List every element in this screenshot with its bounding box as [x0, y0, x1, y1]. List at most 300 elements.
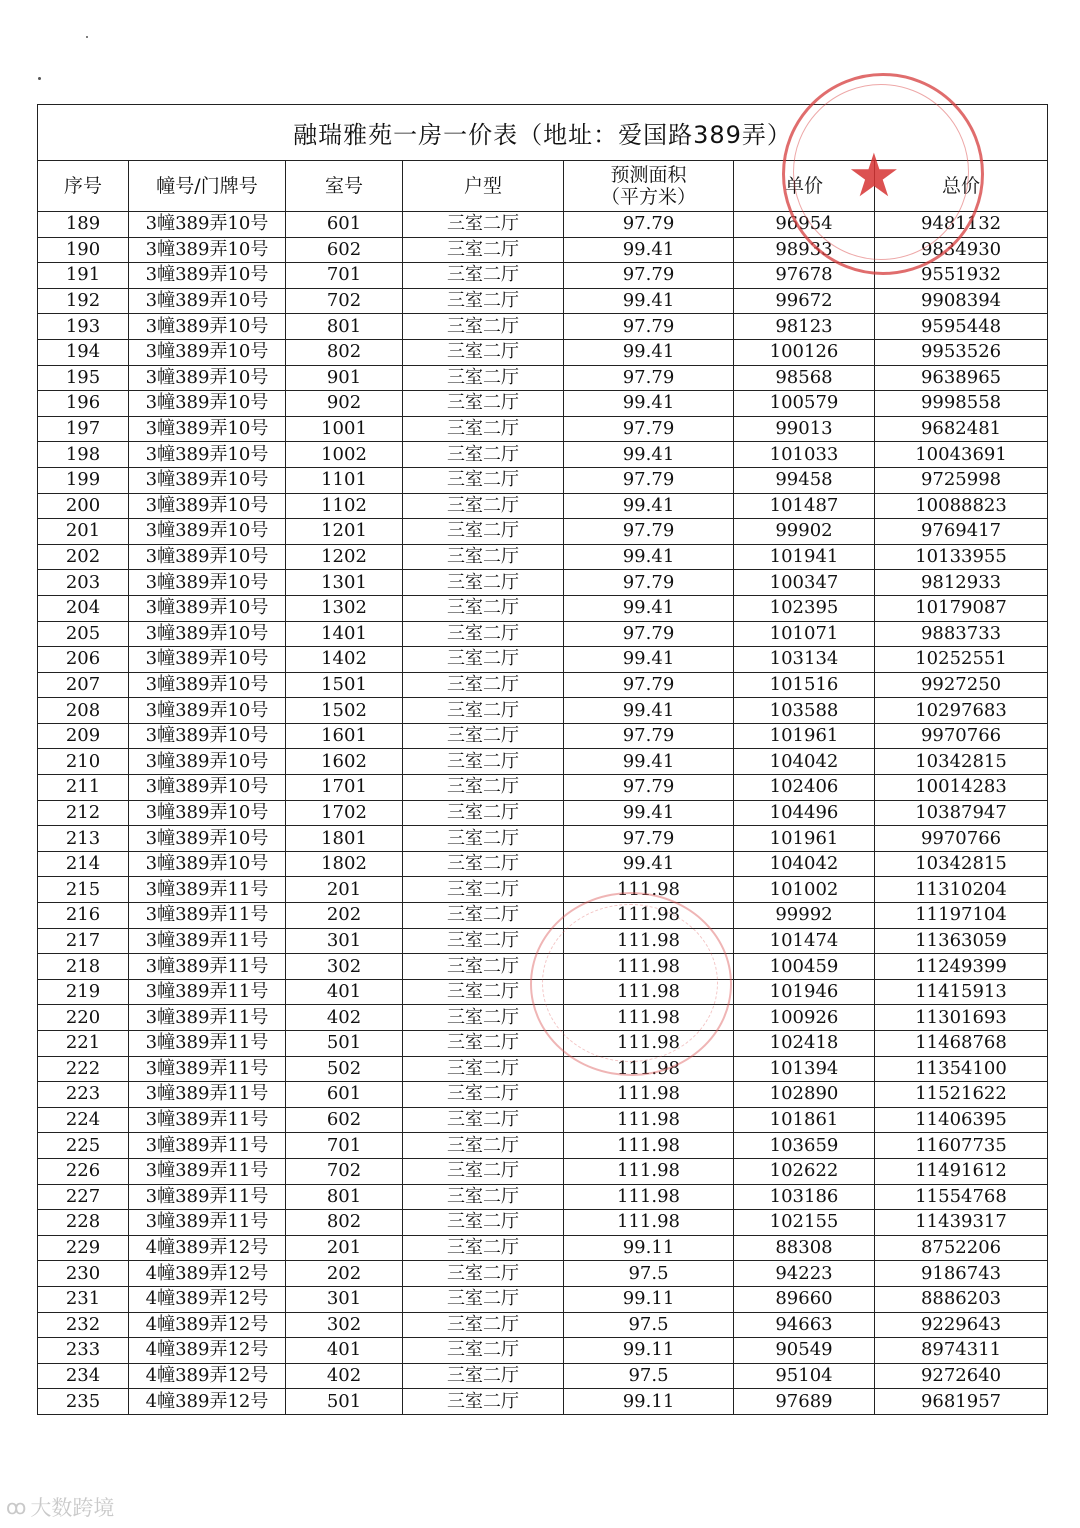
table-row: [38, 1363, 1048, 1389]
cell-seq: 211: [38, 775, 129, 801]
cell-room: 801: [286, 314, 403, 340]
cell-total-price: 9908394: [875, 288, 1048, 314]
cell-unit-price: 94223: [734, 1261, 875, 1287]
cell-room: 202: [286, 1261, 403, 1287]
table-row: [38, 1312, 1048, 1338]
table-row: [38, 288, 1048, 314]
cell-unit-price: 101941: [734, 544, 875, 570]
cell-total-price: 9834930: [875, 237, 1048, 263]
cell-unit-price: 99672: [734, 288, 875, 314]
cell-room: 1101: [286, 467, 403, 493]
cell-type: 三室二厅: [403, 1261, 564, 1287]
cell-total-price: 11521622: [875, 1082, 1048, 1108]
cell-building: 3幢389弄10号: [129, 416, 286, 442]
cell-room: 601: [286, 1082, 403, 1108]
cell-total-price: 11406395: [875, 1107, 1048, 1133]
cell-area: 97.5: [564, 1261, 734, 1287]
cell-building: 3幢389弄10号: [129, 237, 286, 263]
cell-building: 3幢389弄11号: [129, 928, 286, 954]
cell-building: 3幢389弄10号: [129, 544, 286, 570]
cell-building: 3幢389弄11号: [129, 1158, 286, 1184]
cell-seq: 210: [38, 749, 129, 775]
cell-building: 3幢389弄10号: [129, 391, 286, 417]
cell-unit-price: 101033: [734, 442, 875, 468]
cell-area: 111.98: [564, 1210, 734, 1236]
table-row: [38, 1261, 1048, 1287]
cell-unit-price: 98123: [734, 314, 875, 340]
cell-room: 1702: [286, 800, 403, 826]
cell-total-price: 10043691: [875, 442, 1048, 468]
cell-total-price: 11363059: [875, 928, 1048, 954]
cell-type: 三室二厅: [403, 1107, 564, 1133]
cell-room: 501: [286, 1389, 403, 1415]
cell-type: 三室二厅: [403, 1005, 564, 1031]
cell-unit-price: 89660: [734, 1286, 875, 1312]
cell-type: 三室二厅: [403, 1235, 564, 1261]
cell-type: 三室二厅: [403, 288, 564, 314]
cell-area: 99.41: [564, 698, 734, 724]
cell-unit-price: 100347: [734, 570, 875, 596]
cell-seq: 201: [38, 519, 129, 545]
cell-unit-price: 101474: [734, 928, 875, 954]
col-header-room: 室号: [286, 161, 403, 212]
cell-unit-price: 90549: [734, 1338, 875, 1364]
star-icon: ★: [847, 141, 901, 211]
table-row: [38, 365, 1048, 391]
cell-total-price: 9595448: [875, 314, 1048, 340]
cell-total-price: 11310204: [875, 877, 1048, 903]
cell-unit-price: 98933: [734, 237, 875, 263]
cell-total-price: 9953526: [875, 339, 1048, 365]
cell-unit-price: 99458: [734, 467, 875, 493]
cell-seq: 197: [38, 416, 129, 442]
cell-unit-price: 103134: [734, 647, 875, 673]
cell-area: 111.98: [564, 979, 734, 1005]
table-row: [38, 442, 1048, 468]
table-row: [38, 1389, 1048, 1415]
cell-total-price: 9970766: [875, 826, 1048, 852]
cell-room: 1302: [286, 595, 403, 621]
cell-type: 三室二厅: [403, 1031, 564, 1057]
cell-building: 4幢389弄12号: [129, 1312, 286, 1338]
header-row: [38, 161, 1048, 212]
cell-total-price: 11301693: [875, 1005, 1048, 1031]
cell-room: 1801: [286, 826, 403, 852]
cell-area: 97.79: [564, 314, 734, 340]
cell-seq: 233: [38, 1338, 129, 1364]
table-row: [38, 979, 1048, 1005]
cell-total-price: 9970766: [875, 723, 1048, 749]
cell-unit-price: 103186: [734, 1184, 875, 1210]
cell-room: 1602: [286, 749, 403, 775]
cell-building: 3幢389弄11号: [129, 954, 286, 980]
cell-type: 三室二厅: [403, 339, 564, 365]
cell-building: 3幢389弄10号: [129, 621, 286, 647]
cell-type: 三室二厅: [403, 621, 564, 647]
cell-building: 3幢389弄10号: [129, 263, 286, 289]
cell-unit-price: 99902: [734, 519, 875, 545]
table-row: [38, 826, 1048, 852]
cell-seq: 226: [38, 1158, 129, 1184]
cell-room: 1002: [286, 442, 403, 468]
table-row: [38, 1338, 1048, 1364]
cell-area: 99.41: [564, 288, 734, 314]
cell-total-price: 10014283: [875, 775, 1048, 801]
cell-room: 702: [286, 288, 403, 314]
price-table: [37, 104, 1048, 1415]
cell-building: 3幢389弄10号: [129, 775, 286, 801]
cell-type: 三室二厅: [403, 519, 564, 545]
cell-unit-price: 104042: [734, 851, 875, 877]
cell-type: 三室二厅: [403, 877, 564, 903]
cell-room: 1401: [286, 621, 403, 647]
cell-total-price: 9927250: [875, 672, 1048, 698]
cell-building: 3幢389弄10号: [129, 467, 286, 493]
cell-unit-price: 98568: [734, 365, 875, 391]
cell-total-price: 11607735: [875, 1133, 1048, 1159]
cell-seq: 204: [38, 595, 129, 621]
cell-building: 4幢389弄12号: [129, 1338, 286, 1364]
cell-area: 99.11: [564, 1389, 734, 1415]
table-row: [38, 928, 1048, 954]
cell-building: 3幢389弄10号: [129, 288, 286, 314]
cell-total-price: 10387947: [875, 800, 1048, 826]
cell-total-price: 9998558: [875, 391, 1048, 417]
cell-room: 602: [286, 237, 403, 263]
cell-room: 1402: [286, 647, 403, 673]
cell-type: 三室二厅: [403, 544, 564, 570]
cell-type: 三室二厅: [403, 903, 564, 929]
cell-unit-price: 99013: [734, 416, 875, 442]
cell-total-price: 9682481: [875, 416, 1048, 442]
cell-unit-price: 101394: [734, 1056, 875, 1082]
cell-area: 99.11: [564, 1235, 734, 1261]
cell-room: 402: [286, 1363, 403, 1389]
cell-seq: 194: [38, 339, 129, 365]
cell-room: 1102: [286, 493, 403, 519]
cell-type: 三室二厅: [403, 826, 564, 852]
cell-type: 三室二厅: [403, 1210, 564, 1236]
cell-type: 三室二厅: [403, 954, 564, 980]
cell-type: 三室二厅: [403, 1133, 564, 1159]
cell-type: 三室二厅: [403, 570, 564, 596]
cell-room: 602: [286, 1107, 403, 1133]
table-row: [38, 544, 1048, 570]
cell-seq: 209: [38, 723, 129, 749]
cell-unit-price: 101487: [734, 493, 875, 519]
cell-room: 202: [286, 903, 403, 929]
cell-building: 3幢389弄10号: [129, 519, 286, 545]
table-row: [38, 237, 1048, 263]
cell-total-price: 11415913: [875, 979, 1048, 1005]
cell-total-price: 9681957: [875, 1389, 1048, 1415]
col-header-area: 预测面积 （平方米）: [564, 161, 734, 212]
cell-building: 4幢389弄12号: [129, 1363, 286, 1389]
cell-building: 4幢389弄12号: [129, 1389, 286, 1415]
cell-room: 201: [286, 1235, 403, 1261]
cell-area: 97.79: [564, 263, 734, 289]
cell-type: 三室二厅: [403, 595, 564, 621]
cell-type: 三室二厅: [403, 775, 564, 801]
cell-seq: 225: [38, 1133, 129, 1159]
cell-room: 302: [286, 1312, 403, 1338]
cell-total-price: 9812933: [875, 570, 1048, 596]
cell-total-price: 9769417: [875, 519, 1048, 545]
cell-total-price: 9272640: [875, 1363, 1048, 1389]
cell-building: 3幢389弄10号: [129, 595, 286, 621]
cell-seq: 191: [38, 263, 129, 289]
cell-building: 3幢389弄10号: [129, 212, 286, 238]
cell-room: 1201: [286, 519, 403, 545]
table-row: [38, 851, 1048, 877]
cell-total-price: 11491612: [875, 1158, 1048, 1184]
cell-seq: 212: [38, 800, 129, 826]
cell-seq: 216: [38, 903, 129, 929]
cell-area: 99.41: [564, 647, 734, 673]
cell-room: 502: [286, 1056, 403, 1082]
cell-building: 3幢389弄11号: [129, 1031, 286, 1057]
cell-room: 1001: [286, 416, 403, 442]
cell-area: 111.98: [564, 903, 734, 929]
cell-unit-price: 97689: [734, 1389, 875, 1415]
table-row: [38, 723, 1048, 749]
cell-area: 99.11: [564, 1286, 734, 1312]
table-row: [38, 314, 1048, 340]
cell-total-price: 11468768: [875, 1031, 1048, 1057]
cell-seq: 218: [38, 954, 129, 980]
cell-total-price: 10342815: [875, 851, 1048, 877]
cell-building: 3幢389弄11号: [129, 1082, 286, 1108]
cell-seq: 215: [38, 877, 129, 903]
table-row: [38, 1005, 1048, 1031]
cell-area: 111.98: [564, 1184, 734, 1210]
cell-unit-price: 102418: [734, 1031, 875, 1057]
cell-seq: 214: [38, 851, 129, 877]
cell-building: 3幢389弄10号: [129, 851, 286, 877]
cell-area: 97.79: [564, 212, 734, 238]
table-row: [38, 1210, 1048, 1236]
cell-room: 1301: [286, 570, 403, 596]
scan-speck: [86, 36, 88, 38]
cell-seq: 189: [38, 212, 129, 238]
cell-unit-price: 102890: [734, 1082, 875, 1108]
table-row: [38, 1286, 1048, 1312]
table-row: [38, 570, 1048, 596]
cell-type: 三室二厅: [403, 723, 564, 749]
cell-type: 三室二厅: [403, 212, 564, 238]
cell-building: 3幢389弄10号: [129, 442, 286, 468]
cell-room: 301: [286, 928, 403, 954]
cell-seq: 222: [38, 1056, 129, 1082]
cell-area: 99.41: [564, 851, 734, 877]
col-header-type: 户型: [403, 161, 564, 212]
cell-total-price: 8752206: [875, 1235, 1048, 1261]
cell-unit-price: 94663: [734, 1312, 875, 1338]
cell-unit-price: 99992: [734, 903, 875, 929]
cell-type: 三室二厅: [403, 237, 564, 263]
cell-area: 97.79: [564, 365, 734, 391]
cell-type: 三室二厅: [403, 1082, 564, 1108]
cell-type: 三室二厅: [403, 467, 564, 493]
cell-building: 3幢389弄11号: [129, 877, 286, 903]
cell-seq: 203: [38, 570, 129, 596]
cell-room: 302: [286, 954, 403, 980]
cell-total-price: 11197104: [875, 903, 1048, 929]
cell-type: 三室二厅: [403, 1158, 564, 1184]
cell-type: 三室二厅: [403, 1056, 564, 1082]
table-row: [38, 519, 1048, 545]
cell-area: 99.41: [564, 339, 734, 365]
cell-area: 99.41: [564, 544, 734, 570]
cell-building: 3幢389弄10号: [129, 749, 286, 775]
cell-room: 401: [286, 1338, 403, 1364]
cell-seq: 227: [38, 1184, 129, 1210]
cell-seq: 234: [38, 1363, 129, 1389]
cell-seq: 190: [38, 237, 129, 263]
col-header-total-price: 总价: [875, 161, 1048, 212]
cell-unit-price: 102155: [734, 1210, 875, 1236]
table-row: [38, 621, 1048, 647]
cell-total-price: 9229643: [875, 1312, 1048, 1338]
table-row: [38, 698, 1048, 724]
cell-seq: 193: [38, 314, 129, 340]
table-row: [38, 1107, 1048, 1133]
cell-type: 三室二厅: [403, 1338, 564, 1364]
cell-room: 701: [286, 263, 403, 289]
cell-unit-price: 101071: [734, 621, 875, 647]
cell-total-price: 9638965: [875, 365, 1048, 391]
cell-room: 802: [286, 339, 403, 365]
cell-room: 801: [286, 1184, 403, 1210]
cell-type: 三室二厅: [403, 851, 564, 877]
scan-speck: [38, 77, 41, 80]
cell-seq: 217: [38, 928, 129, 954]
cell-room: 1701: [286, 775, 403, 801]
cell-room: 902: [286, 391, 403, 417]
cell-area: 97.79: [564, 775, 734, 801]
cell-area: 111.98: [564, 954, 734, 980]
cell-unit-price: 101961: [734, 826, 875, 852]
watermark: [6, 1492, 114, 1522]
cell-building: 3幢389弄10号: [129, 698, 286, 724]
cell-unit-price: 104496: [734, 800, 875, 826]
cell-building: 3幢389弄11号: [129, 1056, 286, 1082]
cell-room: 1502: [286, 698, 403, 724]
cell-seq: 198: [38, 442, 129, 468]
cell-unit-price: 100459: [734, 954, 875, 980]
table-row: [38, 467, 1048, 493]
cell-total-price: 10088823: [875, 493, 1048, 519]
cell-area: 99.41: [564, 237, 734, 263]
cell-seq: 207: [38, 672, 129, 698]
cell-seq: 206: [38, 647, 129, 673]
cell-unit-price: 96954: [734, 212, 875, 238]
table-row: [38, 1031, 1048, 1057]
cell-building: 3幢389弄11号: [129, 903, 286, 929]
cell-building: 3幢389弄10号: [129, 314, 286, 340]
cell-building: 3幢389弄11号: [129, 1184, 286, 1210]
table-title: 融瑞雅苑一房一价表（地址：爱国路389弄）: [38, 105, 1048, 161]
cell-type: 三室二厅: [403, 314, 564, 340]
cell-area: 99.41: [564, 493, 734, 519]
cell-seq: 224: [38, 1107, 129, 1133]
cell-seq: 223: [38, 1082, 129, 1108]
cell-type: 三室二厅: [403, 1286, 564, 1312]
cell-seq: 231: [38, 1286, 129, 1312]
cell-room: 201: [286, 877, 403, 903]
cell-seq: 229: [38, 1235, 129, 1261]
cell-area: 111.98: [564, 1107, 734, 1133]
table-row: [38, 339, 1048, 365]
cell-seq: 228: [38, 1210, 129, 1236]
cell-unit-price: 100579: [734, 391, 875, 417]
cell-total-price: 10297683: [875, 698, 1048, 724]
cell-unit-price: 101961: [734, 723, 875, 749]
cell-type: 三室二厅: [403, 442, 564, 468]
cell-area: 111.98: [564, 1005, 734, 1031]
cell-unit-price: 102395: [734, 595, 875, 621]
table-row: [38, 1235, 1048, 1261]
watermark-logo-icon: ꝏ: [6, 1495, 27, 1519]
table-row: [38, 775, 1048, 801]
cell-seq: 220: [38, 1005, 129, 1031]
cell-area: 111.98: [564, 1082, 734, 1108]
cell-type: 三室二厅: [403, 647, 564, 673]
cell-unit-price: 101946: [734, 979, 875, 1005]
cell-total-price: 10133955: [875, 544, 1048, 570]
table-row: [38, 1184, 1048, 1210]
cell-type: 三室二厅: [403, 1312, 564, 1338]
cell-area: 97.79: [564, 672, 734, 698]
cell-type: 三室二厅: [403, 391, 564, 417]
cell-room: 301: [286, 1286, 403, 1312]
cell-seq: 213: [38, 826, 129, 852]
cell-room: 501: [286, 1031, 403, 1057]
cell-type: 三室二厅: [403, 493, 564, 519]
cell-type: 三室二厅: [403, 749, 564, 775]
cell-building: 4幢389弄12号: [129, 1261, 286, 1287]
cell-area: 97.79: [564, 826, 734, 852]
cell-total-price: 11439317: [875, 1210, 1048, 1236]
cell-unit-price: 100926: [734, 1005, 875, 1031]
cell-seq: 200: [38, 493, 129, 519]
cell-area: 111.98: [564, 877, 734, 903]
cell-building: 3幢389弄11号: [129, 1133, 286, 1159]
cell-type: 三室二厅: [403, 800, 564, 826]
table-row: [38, 416, 1048, 442]
cell-area: 97.79: [564, 570, 734, 596]
cell-room: 701: [286, 1133, 403, 1159]
cell-seq: 235: [38, 1389, 129, 1415]
table-row: [38, 595, 1048, 621]
cell-total-price: 10342815: [875, 749, 1048, 775]
cell-area: 97.79: [564, 467, 734, 493]
cell-unit-price: 95104: [734, 1363, 875, 1389]
cell-area: 97.5: [564, 1363, 734, 1389]
cell-building: 3幢389弄11号: [129, 979, 286, 1005]
cell-seq: 192: [38, 288, 129, 314]
cell-seq: 221: [38, 1031, 129, 1057]
cell-seq: 195: [38, 365, 129, 391]
cell-building: 4幢389弄12号: [129, 1235, 286, 1261]
table-row: [38, 391, 1048, 417]
cell-room: 1802: [286, 851, 403, 877]
cell-area: 111.98: [564, 928, 734, 954]
cell-building: 4幢389弄12号: [129, 1286, 286, 1312]
cell-building: 3幢389弄11号: [129, 1210, 286, 1236]
cell-type: 三室二厅: [403, 1363, 564, 1389]
cell-total-price: 8886203: [875, 1286, 1048, 1312]
